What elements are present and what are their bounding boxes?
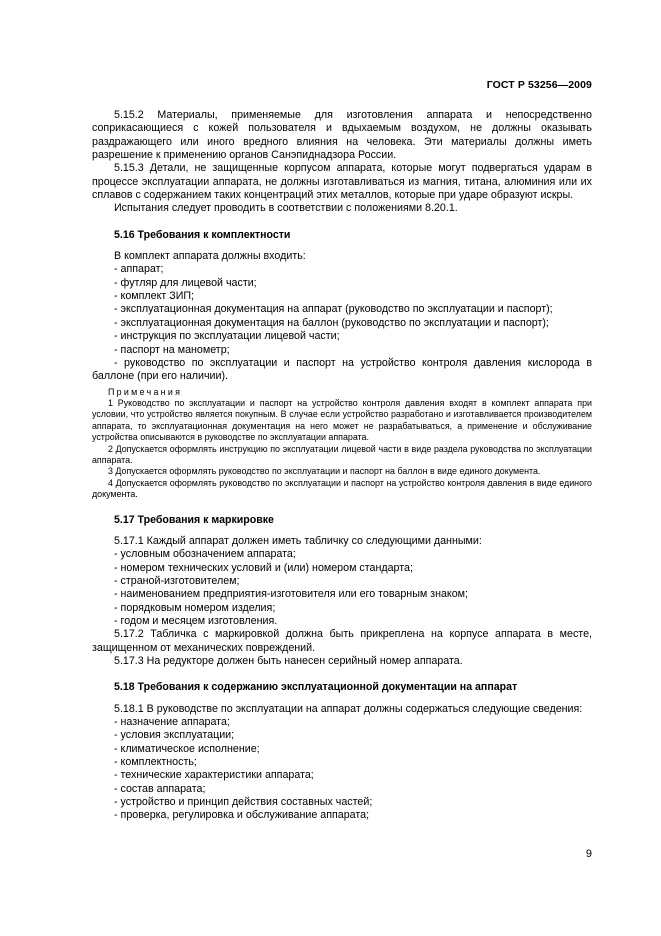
list-item: - порядковым номером изделия; (114, 601, 276, 614)
paragraph-5-17-1: 5.17.1 Каждый аппарат должен иметь табличку со следующими данными: (114, 534, 482, 547)
list-item: - эксплуатационная документация на аппарат (руководство по эксплуатации и паспорт); (114, 303, 553, 316)
notes-title: Примечания (108, 386, 183, 397)
paragraph-5-15-2: 5.15.2 Материалы, применяемые для изготовления аппарата и непосредственно соприкасающиеся с кожей пользователя и вдыхаемым воздухом, не должны оказывать раздражающего или иного вредного влияния на человека. Эти материалы должны иметь разрешение к применению органов Санэпиднадзора России. (92, 109, 592, 162)
note-4: 4 Допускается оформлять руководство по эксплуатации и паспорт на устройство контроля давления в виде единого документа. (92, 477, 592, 500)
list-item: - комплектность; (114, 756, 197, 769)
page-number: 9 (585, 848, 592, 860)
list-item: - условным обозначением аппарата; (114, 548, 296, 561)
list-item: - наименованием предприятия-изготовителя или его товарным знаком; (114, 588, 468, 601)
list-item: - инструкция по эксплуатации лицевой части; (114, 330, 340, 343)
list-item: - паспорт на манометр; (114, 343, 230, 356)
list-item: - номером технических условий и (или) номером стандарта; (114, 561, 413, 574)
note-2: 2 Допускается оформлять инструкцию по эксплуатации лицевой части в виде раздела руководства по эксплуатации аппарата. (92, 443, 592, 465)
list-item: - аппарат; (114, 263, 164, 276)
heading-5-17: 5.17 Требования к маркировке (114, 513, 274, 526)
list-item: - футляр для лицевой части; (114, 276, 257, 289)
heading-5-18: 5.18 Требования к содержанию эксплуатационной документации на аппарат (114, 681, 518, 694)
paragraph-tests: Испытания следует проводить в соответствии с положениями 8.20.1. (114, 202, 458, 215)
document-code: ГОСТ Р 53256—2009 (486, 79, 592, 91)
list-item: - годом и месяцем изготовления. (114, 615, 278, 627)
note-3: 3 Допускается оформлять руководство по эксплуатации и паспорт на баллон в виде единого документа. (108, 466, 541, 477)
list-item: - технические характеристики аппарата; (114, 769, 314, 782)
heading-5-16: 5.16 Требования к комплектности (114, 228, 291, 241)
paragraph-5-18-1: 5.18.1 В руководстве по эксплуатации на аппарат должны содержаться следующие сведения: (114, 702, 583, 715)
list-item: - эксплуатационная документация на баллон (руководство по эксплуатации и паспорт); (114, 316, 549, 329)
list-item: - состав аппарата; (114, 782, 206, 795)
paragraph-5-17-2: 5.17.2 Табличка с маркировкой должна быть прикреплена на корпусе аппарата в месте, защищенном от механических повреждений. (92, 628, 592, 654)
list-item: - комплект ЗИП; (114, 290, 195, 303)
paragraph-5-15-3: 5.15.3 Детали, не защищенные корпусом аппарата, которые могут подвергаться ударам в процессе эксплуатации аппарата, не должны изготавливаться из магния, титана, алюминия или их сплавов с содержанием таких концентраций этих металлов, которые при ударе образуют искры. (92, 162, 592, 202)
document-page (92, 0, 592, 936)
list-item: - климатическое исполнение; (114, 742, 260, 755)
paragraph-5-16-intro: В комплект аппарата должны входить: (114, 250, 306, 263)
document-body (92, 109, 592, 823)
list-item: - условия эксплуатации; (114, 729, 235, 742)
note-1: 1 Руководство по эксплуатации и паспорт на устройство контроля давления входят в комплект аппарата при условии, что устройство является покупным. В случае если устройство разработано и изготавливается производителем аппарата, то эксплуатационная документация на него может не разрабатываться, а применение и обслуживание устройства описываются в руководстве по эксплуатации аппарата. (92, 397, 592, 443)
list-item: - назначение аппарата; (114, 716, 230, 729)
list-item: - руководство по эксплуатации и паспорт на устройство контроля давления кислорода в баллоне (при его наличии). (92, 356, 592, 383)
list-item: - страной-изготовителем; (114, 574, 240, 587)
notes-block (92, 387, 592, 501)
list-item: - устройство и принцип действия составных частей; (114, 796, 373, 809)
paragraph-5-17-3: 5.17.3 На редукторе должен быть нанесен серийный номер аппарата. (114, 655, 463, 668)
list-item: - проверка, регулировка и обслуживание аппарата; (114, 809, 370, 822)
